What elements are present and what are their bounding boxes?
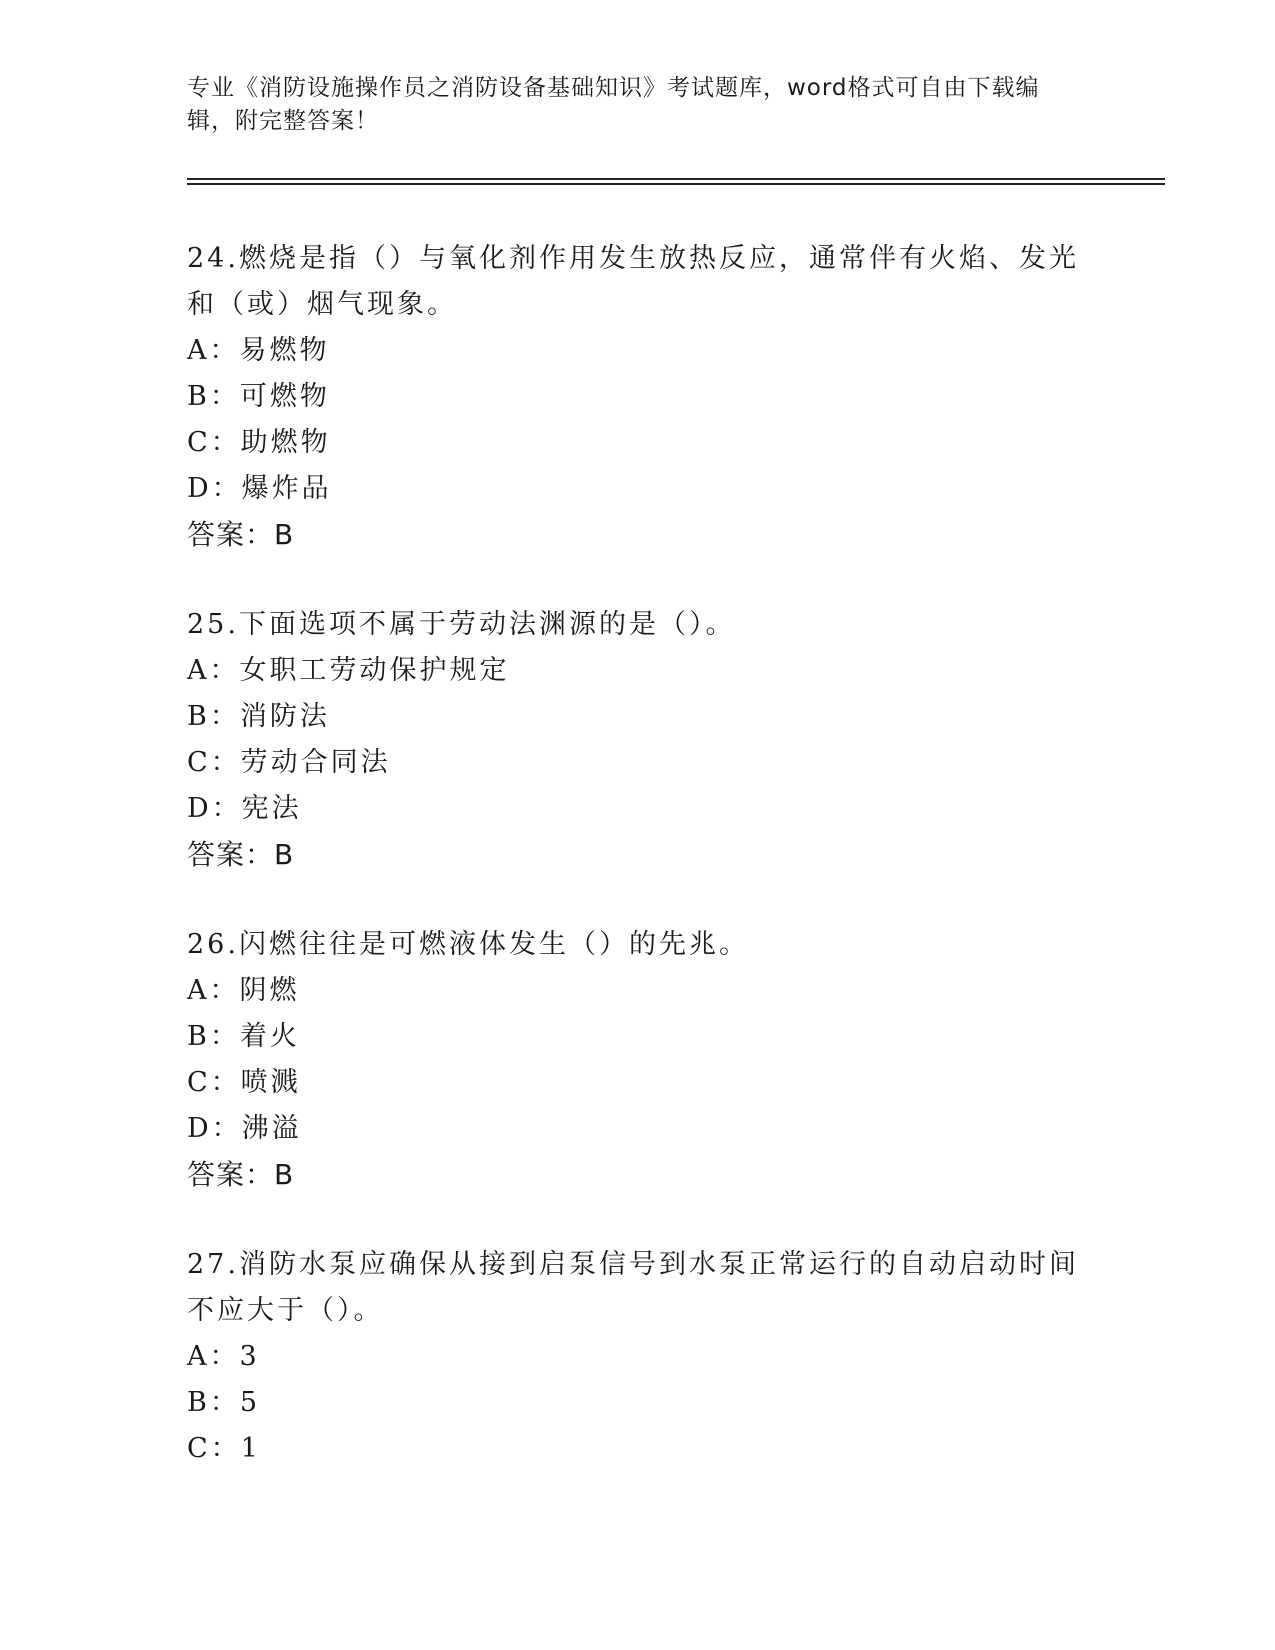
option-c: C：喷溅: [187, 1067, 301, 1098]
question-stem: 27.消防水泵应确保从接到启泵信号到水泵正常运行的自动启动时间不应大于（）。: [187, 1249, 1079, 1326]
option-b: B：5: [187, 1387, 261, 1418]
question-27: [187, 1242, 1087, 1472]
option-a: A：女职工劳动保护规定: [187, 655, 510, 686]
option-b: B：着火: [187, 1021, 300, 1052]
document-header: 专业《消防设施操作员之消防设备基础知识》考试题库，word格式可自由下载编辑，附完整答案！: [187, 75, 1040, 134]
option-d: D：沸溢: [187, 1113, 302, 1144]
option-b: B：消防法: [187, 701, 330, 732]
option-a: A：阴燃: [187, 975, 300, 1006]
question-26: [187, 922, 1087, 1198]
question-stem: 25.下面选项不属于劳动法渊源的是（）。: [187, 609, 736, 640]
option-d: D：爆炸品: [187, 473, 332, 504]
header-divider-top: [187, 178, 1165, 180]
answer-label: 答案：B: [187, 1158, 295, 1191]
option-b: B：可燃物: [187, 381, 330, 412]
question-stem: 24.燃烧是指（）与氧化剂作用发生放热反应，通常伴有火焰、发光和（或）烟气现象。: [187, 243, 1079, 320]
answer-label: 答案：B: [187, 518, 295, 551]
header-divider-bottom: [187, 183, 1165, 185]
option-c: C：劳动合同法: [187, 747, 391, 778]
option-c: C：助燃物: [187, 427, 331, 458]
question-list: [187, 236, 1087, 1516]
option-d: D：宪法: [187, 793, 302, 824]
question-25: [187, 602, 1087, 878]
option-a: A：3: [187, 1341, 260, 1372]
question-24: [187, 236, 1087, 558]
option-c: C：1: [187, 1433, 261, 1464]
answer-label: 答案：B: [187, 838, 295, 871]
option-a: A：易燃物: [187, 335, 330, 366]
question-stem: 26.闪燃往往是可燃液体发生（）的先兆。: [187, 929, 749, 960]
